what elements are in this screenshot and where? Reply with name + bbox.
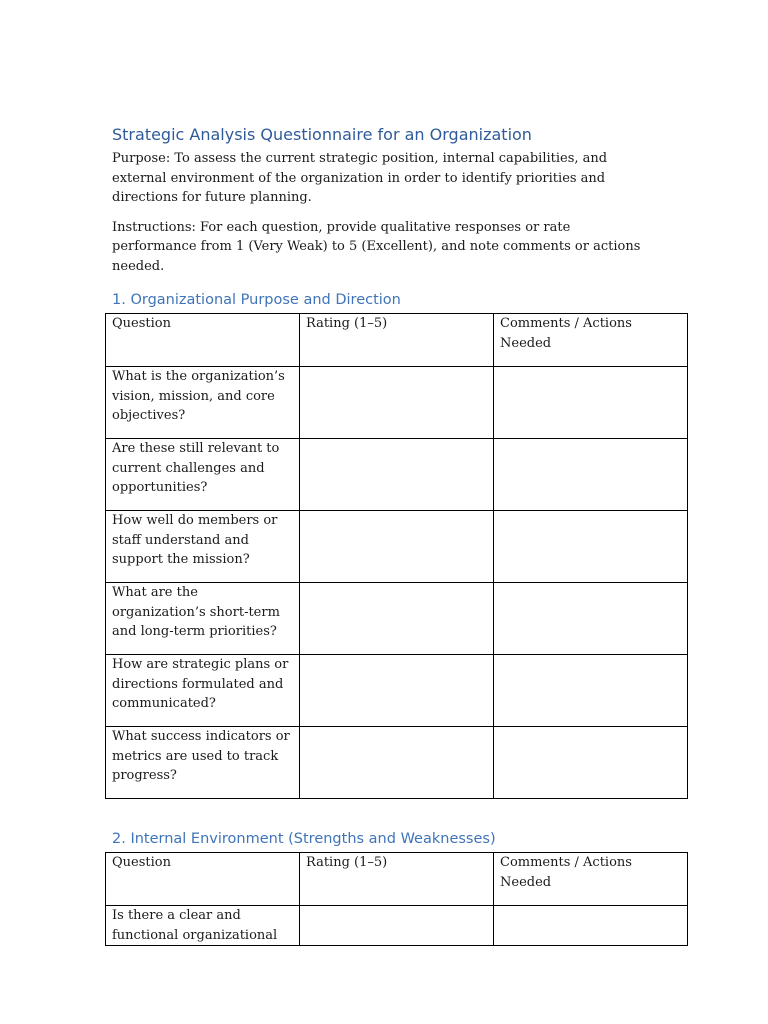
question-cell: How well do members or staff understand and support the mission?	[106, 511, 300, 583]
column-header-comments: Comments / Actions Needed	[494, 853, 688, 906]
rating-cell[interactable]	[300, 583, 494, 655]
comments-cell[interactable]	[494, 906, 688, 946]
section-heading-purpose-direction: 1. Organizational Purpose and Direction	[112, 292, 401, 308]
rating-cell[interactable]	[300, 511, 494, 583]
table-row	[106, 367, 688, 439]
question-cell: Are these still relevant to current challenges and opportunities?	[106, 439, 300, 511]
table-row	[106, 439, 688, 511]
question-cell: What success indicators or metrics are used to track progress?	[106, 727, 300, 799]
column-header-rating: Rating (1–5)	[300, 853, 494, 906]
comments-cell[interactable]	[494, 727, 688, 799]
comments-cell[interactable]	[494, 439, 688, 511]
table-header-row	[106, 853, 688, 906]
table-row	[106, 511, 688, 583]
questionnaire-table-internal-environment	[105, 852, 688, 946]
question-cell: What is the organization’s vision, mission, and core objectives?	[106, 367, 300, 439]
rating-cell[interactable]	[300, 906, 494, 946]
document-title: Strategic Analysis Questionnaire for an Organization	[112, 125, 532, 144]
question-cell: Is there a clear and functional organizational	[106, 906, 300, 946]
rating-cell[interactable]	[300, 367, 494, 439]
table-row	[106, 583, 688, 655]
comments-cell[interactable]	[494, 511, 688, 583]
questionnaire-table-purpose-direction	[105, 313, 688, 799]
table-row	[106, 727, 688, 799]
rating-cell[interactable]	[300, 655, 494, 727]
column-header-question: Question	[106, 853, 300, 906]
instructions-paragraph: Instructions: For each question, provide qualitative responses or rate performance from 1 (Very Weak) to 5 (Excellent), and note comments or actions needed.	[112, 219, 641, 274]
table-row	[106, 655, 688, 727]
comments-cell[interactable]	[494, 367, 688, 439]
purpose-paragraph: Purpose: To assess the current strategic position, internal capabilities, and external environment of the organization in order to identify priorities and directions for future planning.	[112, 151, 608, 205]
rating-cell[interactable]	[300, 727, 494, 799]
document-page	[112, 124, 652, 946]
table-header-row	[106, 314, 688, 367]
comments-cell[interactable]	[494, 583, 688, 655]
column-header-rating: Rating (1–5)	[300, 314, 494, 367]
question-cell: How are strategic plans or directions formulated and communicated?	[106, 655, 300, 727]
table-row	[106, 906, 688, 946]
comments-cell[interactable]	[494, 655, 688, 727]
column-header-question: Question	[106, 314, 300, 367]
column-header-comments: Comments / Actions Needed	[494, 314, 688, 367]
rating-cell[interactable]	[300, 439, 494, 511]
question-cell: What are the organization’s short-term and long-term priorities?	[106, 583, 300, 655]
section-heading-internal-environment: 2. Internal Environment (Strengths and Weaknesses)	[112, 831, 496, 847]
